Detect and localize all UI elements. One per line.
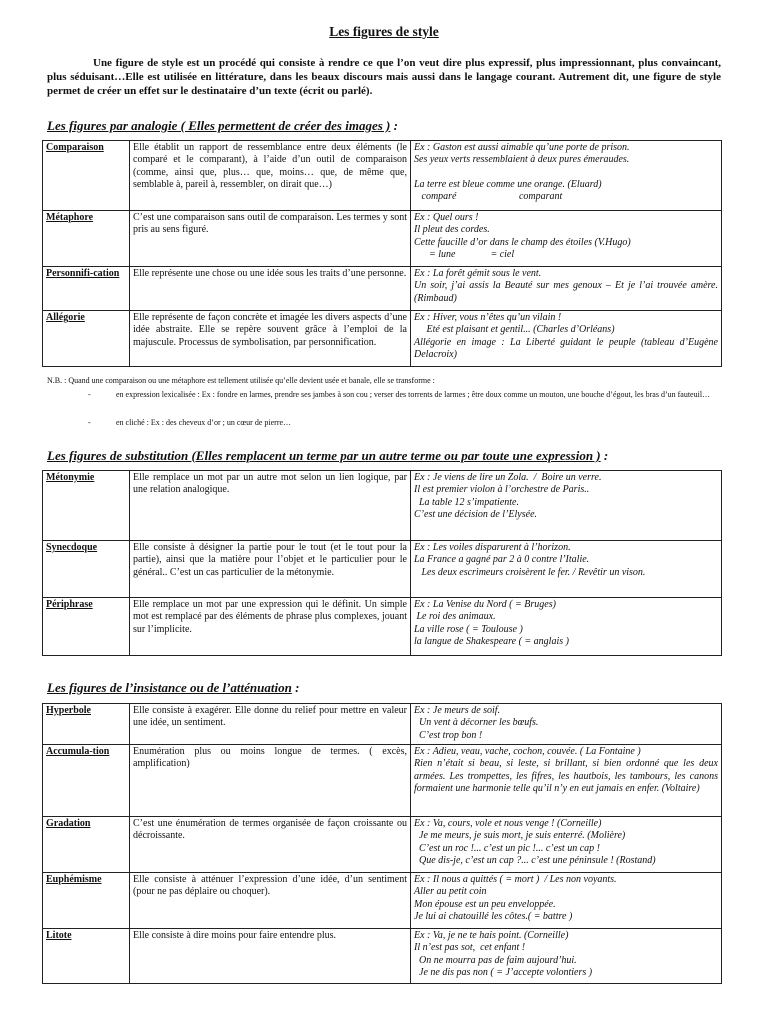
examples-cell [411,598,722,656]
example-line: Un vent à décorner les bœufs. [414,717,539,729]
section-heading-insistance: Les figures de l’insistance ou de l’atténuation : [47,680,300,695]
example-line: Ex : Quel ours ! [414,212,479,223]
intro-paragraph: Une figure de style est un procédé qui consiste à rendre ce que l’on veut dire plus expressif, plus impressionnant, plus convaincant, plus séduisant…Elle est utilisée en littérature, dans les beaux discours mais aussi dans le langage courant. Autrement dit, une figure de style permet de créer un effet sur le destinataire d’un texte (écrit ou parlé). [47,57,721,97]
definition-cell: Elle consiste à désigner la partie pour le tout (et le tout pour la partie), ainsi que la matière pour l’objet et le particulier pour le général.. C’est un cas particulier de la métonymie. [130,541,411,598]
definition-cell: Elle consiste à exagérer. Elle donne du relief pour mettre en valeur une idée, un sentiment. [130,704,411,745]
examples-cell [411,817,722,873]
definition-cell: Elle établit un rapport de ressemblance entre deux éléments (le comparé et le comparant), à l’aide d’un outil de comparaison (comme, ainsi que, plus… que, moins… que, de même que, semblable à, pareil à, ressembler, on dirait que…) [130,141,411,211]
definition-cell: Elle remplace un mot par une expression qui le définit. Un simple mot est remplacé par des éléments de phrase plus complexes, jouant sur l’implicite. [130,598,411,656]
examples-cell [411,873,722,929]
term-cell: Euphémisme [43,873,130,929]
table-row [43,745,722,817]
example-line: Ex : Adieu, veau, vache, cochon, couvée. ( La Fontaine ) [414,746,641,757]
term-cell: Gradation [43,817,130,873]
term-cell: Synecdoque [43,541,130,598]
example-line: Ex : Gaston est aussi aimable qu’une porte de prison. [414,142,630,153]
example-line: La ville rose ( = Toulouse ) [414,623,523,635]
table-row [43,211,722,267]
example-line: Ex : Je meurs de soif. [414,705,501,716]
table-substitution [42,470,722,656]
definition-cell: Elle remplace un mot par un autre mot selon un lien logique, par une relation analogique. [130,471,411,541]
example-line: Il n’est pas sot, cet enfant ! [414,942,526,954]
example-line: Ex : La forêt gémit sous le vent. [414,268,542,279]
table-row [43,541,722,598]
example-line: C’est une décision de l’Elysée. [414,508,538,520]
table-row [43,141,722,211]
definition-cell: Elle représente une chose ou une idée sous les traits d’une personne. [130,267,411,311]
example-line: Je lui ai chatouillé les côtes.( = battre ) [414,910,573,922]
example-line: comparé comparant [414,190,563,202]
definition-cell: C’est une énumération de termes organisée de façon croissante ou décroissante. [130,817,411,873]
example-line: Ex : Hiver, vous n’êtes qu’un vilain ! [414,312,562,323]
table-row [43,598,722,656]
example-line: Il est premier violon à l’orchestre de Paris.. [414,484,590,496]
example-line: Il pleut des cordes. [414,224,490,236]
section-heading-analogie: Les figures par analogie ( Elles permettent de créer des images ) : [47,118,398,133]
example-line: Mon épouse est un peu enveloppée. [414,898,556,910]
example-line: Cette faucille d’or dans le champ des étoiles (V.Hugo) [414,236,631,248]
term-cell: Accumula-tion [43,745,130,817]
example-line: Ex : Les voiles disparurent à l’horizon. [414,542,571,553]
nb-item: - en cliché : Ex : des cheveux d’or ; un cœur de pierre… [88,418,292,427]
table-row [43,817,722,873]
examples-cell [411,311,722,367]
table-row [43,471,722,541]
nb-item: - en expression lexicalisée : Ex : fondre en larmes, prendre ses jambes à son cou ; verser des torrents de larmes ; être doux comme un mouton, une bouche d’égout, les bras d’un fauteuil… [88,390,711,399]
example-line: Ses yeux verts ressemblaient à deux pures émeraudes. [414,154,630,166]
example-line: Rien n’était si beau, si leste, si brillant, si bien ordonné que les deux armées. Les trompettes, les fifres, les hautbois, les tambours, les canons formaient une harmonie telle qu’il n’y en eut jamais en enfer. (Voltaire) [414,758,718,794]
term-cell: Comparaison [43,141,130,211]
example-line: La table 12 s’impatiente. [414,496,519,508]
examples-cell [411,929,722,984]
table-row [43,267,722,311]
definition-cell: Enumération plus ou moins longue de termes. ( excès, amplification) [130,745,411,817]
example-line: = lune = ciel [414,248,515,260]
examples-cell [411,704,722,745]
example-line: Je me meurs, je suis mort, je suis enterré. (Molière) [414,830,626,842]
example-line: Eté est plaisant et gentil... (Charles d’Orléans) [414,324,615,336]
example-line: C’est un roc !... c’est un pic !... c’est un cap ! [414,842,600,854]
term-cell: Hyperbole [43,704,130,745]
example-line: Les deux escrimeurs croisèrent le fer. / Revêtir un vison. [414,566,646,578]
section-heading-substitution: Les figures de substitution (Elles remplacent un terme par un autre terme ou par toute une expression ) : [47,448,609,463]
example-line: La France a gagné par 2 à 0 contre l’Italie. [414,554,590,566]
term-cell: Personnifi-cation [43,267,130,311]
examples-cell [411,471,722,541]
example-line: la langue de Shakespeare ( = anglais ) [414,635,569,647]
definition-cell: C’est une comparaison sans outil de comparaison. Les termes y sont pris au sens figuré. [130,211,411,267]
term-cell: Métonymie [43,471,130,541]
example-line: C’est trop bon ! [414,729,483,741]
example-line: Le roi des animaux. [414,611,496,623]
definition-cell: Elle consiste à atténuer l’expression d’une idée, d’un sentiment (pour ne pas déplaire ou choquer). [130,873,411,929]
table-analogie [42,140,722,367]
example-line: Ex : Va, je ne te hais point. (Corneille) [414,930,569,941]
term-cell: Allégorie [43,311,130,367]
example-line: Allégorie en image : La Liberté guidant le peuple (tableau d’Eugène Delacroix) [414,336,718,360]
example-line: On ne mourra pas de faim aujourd’hui. [414,954,577,966]
term-cell: Métaphore [43,211,130,267]
examples-cell [411,267,722,311]
example-line: Aller au petit coin [414,886,487,898]
example-line: Ex : La Venise du Nord ( = Bruges) [414,599,556,610]
table-insistance [42,703,722,984]
table-row [43,704,722,745]
definition-cell: Elle représente de façon concrète et imagée les divers aspects d’une idée abstraite. Elle se repère souvent grâce à l’emploi de la majuscule. Processus de symbolisation, par personnification. [130,311,411,367]
term-cell: Litote [43,929,130,984]
example-line: Ex : Je viens de lire un Zola. / Boire un verre. [414,472,602,483]
example-line: Ex : Il nous a quittés ( = mort ) / Les non voyants. [414,874,617,885]
example-line: Je ne dis pas non ( = J’accepte volontiers ) [414,966,593,978]
examples-cell [411,211,722,267]
examples-cell [411,141,722,211]
page-title: Les figures de style [329,24,439,39]
examples-cell [411,745,722,817]
term-cell: Périphrase [43,598,130,656]
example-line: Un soir, j’ai assis la Beauté sur mes genoux – Et je l’ai trouvée amère. (Rimbaud) [414,280,718,304]
examples-cell [411,541,722,598]
example-line: Que dis-je, c’est un cap ?... c’est une péninsule ! (Rostand) [414,854,656,866]
table-row [43,929,722,984]
definition-cell: Elle consiste à dire moins pour faire entendre plus. [130,929,411,984]
example-line: Ex : Va, cours, vole et nous venge ! (Corneille) [414,818,602,829]
example-line [414,167,718,179]
nb-note: N.B. : Quand une comparaison ou une métaphore est tellement utilisée qu’elle devient usée et banale, elle se transforme : [47,376,435,385]
table-row [43,873,722,929]
table-row [43,311,722,367]
example-line: La terre est bleue comme une orange. (Eluard) [414,178,602,190]
